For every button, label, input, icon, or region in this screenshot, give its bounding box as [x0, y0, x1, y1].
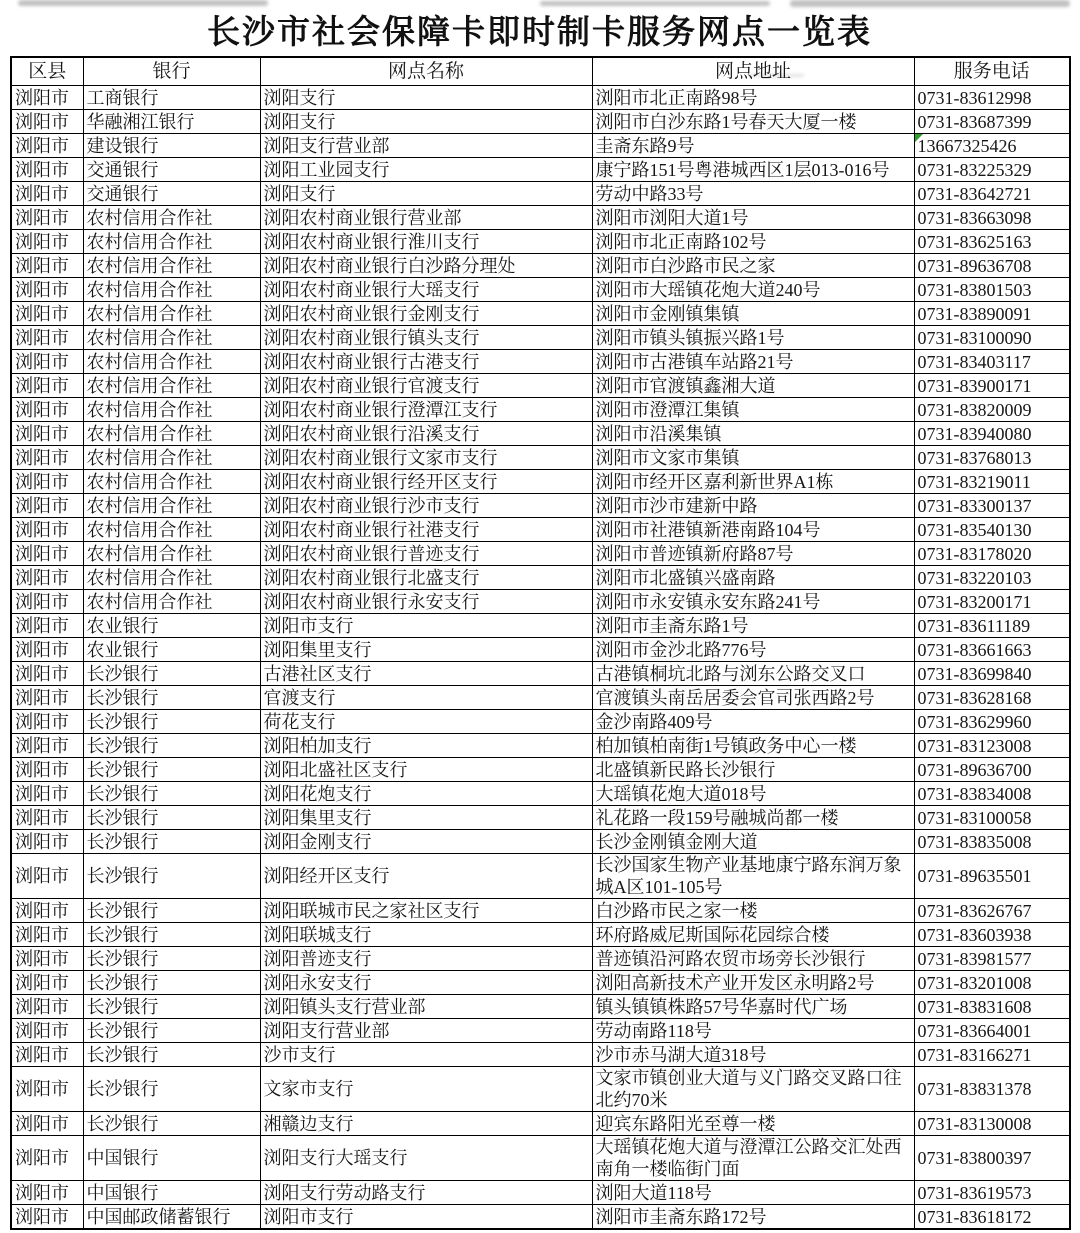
cell-branch: 浏阳农村商业银行社港支行 — [260, 518, 592, 542]
table-row — [11, 1043, 1070, 1067]
cell-branch: 浏阳支行大瑶支行 — [260, 1136, 592, 1181]
cell-branch: 浏阳农村商业银行北盛支行 — [260, 566, 592, 590]
cell-branch: 浏阳北盛社区支行 — [260, 758, 592, 782]
cell-branch: 浏阳支行劳动路支行 — [260, 1181, 592, 1205]
cell-district: 浏阳市 — [11, 806, 83, 830]
cell-bank: 农村信用合作社 — [83, 590, 260, 614]
cell-district: 浏阳市 — [11, 374, 83, 398]
table-row — [11, 971, 1070, 995]
cell-phone: 13667325426 — [914, 134, 1070, 158]
cell-address: 劳动南路118号 — [592, 1019, 914, 1043]
cell-branch: 浏阳花炮支行 — [260, 782, 592, 806]
cell-phone: 0731-89636708 — [914, 254, 1070, 278]
cell-district: 浏阳市 — [11, 350, 83, 374]
cell-branch: 浏阳农村商业银行古港支行 — [260, 350, 592, 374]
cell-address: 浏阳市沿溪集镇 — [592, 422, 914, 446]
cell-bank: 华融湘江银行 — [83, 110, 260, 134]
cell-bank: 农村信用合作社 — [83, 254, 260, 278]
cell-bank: 长沙银行 — [83, 662, 260, 686]
table-row — [11, 494, 1070, 518]
cell-bank: 农村信用合作社 — [83, 302, 260, 326]
cell-branch: 沙市支行 — [260, 1043, 592, 1067]
cell-district: 浏阳市 — [11, 614, 83, 638]
table-row — [11, 590, 1070, 614]
cell-district: 浏阳市 — [11, 1181, 83, 1205]
cell-branch: 浏阳农村商业银行官渡支行 — [260, 374, 592, 398]
cell-phone: 0731-83611189 — [914, 614, 1070, 638]
cell-phone: 0731-83403117 — [914, 350, 1070, 374]
cell-district: 浏阳市 — [11, 662, 83, 686]
table-row — [11, 1136, 1070, 1181]
cell-address: 浏阳高新技术产业开发区永明路2号 — [592, 971, 914, 995]
table-row — [11, 854, 1070, 899]
cell-phone: 0731-83123008 — [914, 734, 1070, 758]
cell-branch: 浏阳镇头支行营业部 — [260, 995, 592, 1019]
table-row — [11, 302, 1070, 326]
cell-bank: 长沙银行 — [83, 923, 260, 947]
cell-branch: 文家市支行 — [260, 1067, 592, 1112]
cell-address: 浏阳市金刚镇集镇 — [592, 302, 914, 326]
cell-phone: 0731-83619573 — [914, 1181, 1070, 1205]
cell-address: 官渡镇头南岳居委会官司张西路2号 — [592, 686, 914, 710]
cell-phone: 0731-83831378 — [914, 1067, 1070, 1112]
cell-address: 浏阳市浏阳大道1号 — [592, 206, 914, 230]
cell-branch: 湘赣边支行 — [260, 1112, 592, 1136]
cell-address: 浏阳市澄潭江集镇 — [592, 398, 914, 422]
cell-district: 浏阳市 — [11, 686, 83, 710]
cell-district: 浏阳市 — [11, 566, 83, 590]
table-row — [11, 470, 1070, 494]
cell-address: 浏阳市北正南路98号 — [592, 86, 914, 110]
cell-address: 环府路威尼斯国际花园综合楼 — [592, 923, 914, 947]
cell-address: 普迹镇沿河路农贸市场旁长沙银行 — [592, 947, 914, 971]
table-row — [11, 182, 1070, 206]
table-row — [11, 995, 1070, 1019]
cell-district: 浏阳市 — [11, 110, 83, 134]
cell-bank: 长沙银行 — [83, 734, 260, 758]
cell-district: 浏阳市 — [11, 302, 83, 326]
cell-bank: 农村信用合作社 — [83, 542, 260, 566]
table-row — [11, 686, 1070, 710]
cell-branch: 浏阳经开区支行 — [260, 854, 592, 899]
cell-phone: 0731-83178020 — [914, 542, 1070, 566]
table-row — [11, 542, 1070, 566]
table-row — [11, 1067, 1070, 1112]
table-row — [11, 806, 1070, 830]
cell-district: 浏阳市 — [11, 947, 83, 971]
cell-branch: 浏阳工业园支行 — [260, 158, 592, 182]
cell-branch: 浏阳市支行 — [260, 1205, 592, 1230]
cell-branch: 浏阳支行营业部 — [260, 1019, 592, 1043]
cell-address: 浏阳市圭斋东路1号 — [592, 614, 914, 638]
cell-bank: 长沙银行 — [83, 1019, 260, 1043]
cell-district: 浏阳市 — [11, 494, 83, 518]
cell-address: 浏阳市经开区嘉利新世界A1栋 — [592, 470, 914, 494]
cell-branch: 浏阳农村商业银行大瑶支行 — [260, 278, 592, 302]
cell-district: 浏阳市 — [11, 782, 83, 806]
column-header-3: 网点地址 — [592, 57, 914, 86]
cell-phone: 0731-83800397 — [914, 1136, 1070, 1181]
cell-bank: 农村信用合作社 — [83, 374, 260, 398]
cell-branch: 官渡支行 — [260, 686, 592, 710]
table-row — [11, 158, 1070, 182]
cell-bank: 长沙银行 — [83, 1112, 260, 1136]
cell-bank: 农村信用合作社 — [83, 206, 260, 230]
table-row — [11, 614, 1070, 638]
cell-branch: 浏阳支行 — [260, 86, 592, 110]
cell-bank: 农业银行 — [83, 638, 260, 662]
cell-bank: 长沙银行 — [83, 854, 260, 899]
cell-phone: 0731-83768013 — [914, 446, 1070, 470]
table-row — [11, 254, 1070, 278]
table-row — [11, 350, 1070, 374]
column-header-0: 区县 — [11, 57, 83, 86]
cell-bank: 农村信用合作社 — [83, 422, 260, 446]
cell-phone: 0731-89635501 — [914, 854, 1070, 899]
cell-address: 圭斋东路9号 — [592, 134, 914, 158]
cell-bank: 长沙银行 — [83, 899, 260, 923]
table-row — [11, 230, 1070, 254]
table-row — [11, 1019, 1070, 1043]
cell-phone: 0731-83100058 — [914, 806, 1070, 830]
cell-bank: 长沙银行 — [83, 947, 260, 971]
table-body — [11, 86, 1070, 1230]
cell-phone: 0731-83225329 — [914, 158, 1070, 182]
cell-district: 浏阳市 — [11, 710, 83, 734]
cell-district: 浏阳市 — [11, 590, 83, 614]
cell-district: 浏阳市 — [11, 254, 83, 278]
cell-branch: 古港社区支行 — [260, 662, 592, 686]
table-row — [11, 1112, 1070, 1136]
cell-phone: 0731-83664001 — [914, 1019, 1070, 1043]
cell-address: 浏阳市普迹镇新府路87号 — [592, 542, 914, 566]
cell-address: 浏阳市圭斋东路172号 — [592, 1205, 914, 1230]
table-row — [11, 734, 1070, 758]
cell-bank: 农村信用合作社 — [83, 494, 260, 518]
cell-branch: 浏阳农村商业银行沿溪支行 — [260, 422, 592, 446]
cell-district: 浏阳市 — [11, 326, 83, 350]
cell-phone: 0731-83900171 — [914, 374, 1070, 398]
cell-district: 浏阳市 — [11, 1067, 83, 1112]
table-row — [11, 947, 1070, 971]
table-row — [11, 134, 1070, 158]
cell-branch: 荷花支行 — [260, 710, 592, 734]
cell-phone: 0731-83661663 — [914, 638, 1070, 662]
cell-bank: 中国邮政储蓄银行 — [83, 1205, 260, 1230]
cell-branch: 浏阳联城支行 — [260, 923, 592, 947]
cell-address: 浏阳市北盛镇兴盛南路 — [592, 566, 914, 590]
table-row — [11, 638, 1070, 662]
cell-district: 浏阳市 — [11, 278, 83, 302]
cell-branch: 浏阳集里支行 — [260, 638, 592, 662]
cell-bank: 长沙银行 — [83, 995, 260, 1019]
cell-branch: 浏阳农村商业银行沙市支行 — [260, 494, 592, 518]
cell-phone: 0731-83200171 — [914, 590, 1070, 614]
cell-bank: 长沙银行 — [83, 971, 260, 995]
table-row — [11, 518, 1070, 542]
cell-corner-marker — [915, 134, 923, 142]
column-header-4: 服务电话 — [914, 57, 1070, 86]
cell-phone: 0731-83642721 — [914, 182, 1070, 206]
cell-district: 浏阳市 — [11, 182, 83, 206]
cell-bank: 长沙银行 — [83, 806, 260, 830]
cell-bank: 农村信用合作社 — [83, 470, 260, 494]
cell-address: 柏加镇柏南街1号镇政务中心一楼 — [592, 734, 914, 758]
table-row — [11, 710, 1070, 734]
cell-bank: 长沙银行 — [83, 686, 260, 710]
cell-bank: 农村信用合作社 — [83, 278, 260, 302]
cell-address: 礼花路一段159号融城尚都一楼 — [592, 806, 914, 830]
cell-address: 浏阳市金沙北路776号 — [592, 638, 914, 662]
cell-address: 浏阳市古港镇车站路21号 — [592, 350, 914, 374]
cell-phone: 0731-83100090 — [914, 326, 1070, 350]
cell-bank: 农村信用合作社 — [83, 518, 260, 542]
cell-district: 浏阳市 — [11, 758, 83, 782]
cell-district: 浏阳市 — [11, 86, 83, 110]
cell-bank: 交通银行 — [83, 158, 260, 182]
cell-district: 浏阳市 — [11, 734, 83, 758]
table-row — [11, 662, 1070, 686]
cell-phone: 0731-83618172 — [914, 1205, 1070, 1230]
cell-district: 浏阳市 — [11, 230, 83, 254]
table-row — [11, 326, 1070, 350]
table-header — [11, 57, 1070, 86]
cell-phone: 0731-83219011 — [914, 470, 1070, 494]
cell-address: 白沙路市民之家一楼 — [592, 899, 914, 923]
cell-district: 浏阳市 — [11, 1043, 83, 1067]
table-row — [11, 758, 1070, 782]
cell-district: 浏阳市 — [11, 422, 83, 446]
cell-branch: 浏阳支行 — [260, 110, 592, 134]
cell-phone: 0731-83201008 — [914, 971, 1070, 995]
cell-district: 浏阳市 — [11, 1019, 83, 1043]
cell-phone: 0731-83625163 — [914, 230, 1070, 254]
cell-branch: 浏阳农村商业银行普迹支行 — [260, 542, 592, 566]
cell-district: 浏阳市 — [11, 854, 83, 899]
cell-phone: 0731-83220103 — [914, 566, 1070, 590]
cell-bank: 农村信用合作社 — [83, 398, 260, 422]
cell-phone: 0731-83628168 — [914, 686, 1070, 710]
cell-address: 浏阳市文家市集镇 — [592, 446, 914, 470]
cell-branch: 浏阳农村商业银行淮川支行 — [260, 230, 592, 254]
cell-phone: 0731-83940080 — [914, 422, 1070, 446]
table-row — [11, 110, 1070, 134]
cell-bank: 工商银行 — [83, 86, 260, 110]
cell-branch: 浏阳农村商业银行经开区支行 — [260, 470, 592, 494]
cell-phone: 0731-83629960 — [914, 710, 1070, 734]
cell-district: 浏阳市 — [11, 830, 83, 854]
cell-address: 浏阳市白沙路市民之家 — [592, 254, 914, 278]
cell-phone: 0731-83540130 — [914, 518, 1070, 542]
table-row — [11, 1205, 1070, 1230]
table-row — [11, 446, 1070, 470]
scan-artifact — [540, 1, 770, 6]
cell-branch: 浏阳金刚支行 — [260, 830, 592, 854]
cell-bank: 中国银行 — [83, 1181, 260, 1205]
cell-district: 浏阳市 — [11, 923, 83, 947]
cell-address: 大瑶镇花炮大道018号 — [592, 782, 914, 806]
cell-phone: 0731-83687399 — [914, 110, 1070, 134]
cell-bank: 农村信用合作社 — [83, 326, 260, 350]
cell-branch: 浏阳农村商业银行澄潭江支行 — [260, 398, 592, 422]
cell-district: 浏阳市 — [11, 1112, 83, 1136]
cell-branch: 浏阳联城市民之家社区支行 — [260, 899, 592, 923]
cell-address: 浏阳市北正南路102号 — [592, 230, 914, 254]
cell-branch: 浏阳农村商业银行金刚支行 — [260, 302, 592, 326]
scan-artifact — [18, 0, 268, 6]
cell-branch: 浏阳集里支行 — [260, 806, 592, 830]
cell-address: 浏阳市官渡镇鑫湘大道 — [592, 374, 914, 398]
cell-phone: 0731-83835008 — [914, 830, 1070, 854]
table-row — [11, 86, 1070, 110]
cell-address: 镇头镇镇株路57号华嘉时代广场 — [592, 995, 914, 1019]
table-row — [11, 782, 1070, 806]
column-header-2: 网点名称 — [260, 57, 592, 86]
cell-bank: 长沙银行 — [83, 1043, 260, 1067]
cell-phone: 0731-89636700 — [914, 758, 1070, 782]
page-title: 长沙市社会保障卡即时制卡服务网点一览表 — [207, 15, 872, 51]
cell-bank: 长沙银行 — [83, 758, 260, 782]
cell-phone: 0731-83890091 — [914, 302, 1070, 326]
table-row — [11, 206, 1070, 230]
cell-address: 大瑶镇花炮大道与澄潭江公路交汇处西南角一楼临街门面 — [592, 1136, 914, 1181]
cell-district: 浏阳市 — [11, 995, 83, 1019]
cell-district: 浏阳市 — [11, 1136, 83, 1181]
cell-bank: 长沙银行 — [83, 1067, 260, 1112]
cell-address: 浏阳大道118号 — [592, 1181, 914, 1205]
cell-branch: 浏阳永安支行 — [260, 971, 592, 995]
cell-phone: 0731-83626767 — [914, 899, 1070, 923]
cell-branch: 浏阳市支行 — [260, 614, 592, 638]
cell-address: 浏阳市白沙东路1号春天大厦一楼 — [592, 110, 914, 134]
table-row — [11, 398, 1070, 422]
table-row — [11, 899, 1070, 923]
cell-branch: 浏阳柏加支行 — [260, 734, 592, 758]
cell-bank: 长沙银行 — [83, 710, 260, 734]
cell-phone: 0731-83834008 — [914, 782, 1070, 806]
cell-address: 浏阳市永安镇永安东路241号 — [592, 590, 914, 614]
cell-branch: 浏阳农村商业银行营业部 — [260, 206, 592, 230]
cell-district: 浏阳市 — [11, 1205, 83, 1230]
cell-phone: 0731-83300137 — [914, 494, 1070, 518]
cell-bank: 农村信用合作社 — [83, 350, 260, 374]
cell-phone: 0731-83603938 — [914, 923, 1070, 947]
cell-bank: 中国银行 — [83, 1136, 260, 1181]
document-page — [10, 10, 1069, 1230]
table-row — [11, 278, 1070, 302]
cell-phone: 0731-83820009 — [914, 398, 1070, 422]
cell-address: 迎宾东路阳光至尊一楼 — [592, 1112, 914, 1136]
cell-branch: 浏阳农村商业银行永安支行 — [260, 590, 592, 614]
cell-bank: 长沙银行 — [83, 830, 260, 854]
cell-branch: 浏阳支行 — [260, 182, 592, 206]
cell-district: 浏阳市 — [11, 638, 83, 662]
cell-bank: 农村信用合作社 — [83, 230, 260, 254]
cell-bank: 交通银行 — [83, 182, 260, 206]
cell-address: 浏阳市大瑶镇花炮大道240号 — [592, 278, 914, 302]
cell-phone: 0731-83831608 — [914, 995, 1070, 1019]
cell-address: 文家市镇创业大道与义门路交叉路口往北约70米 — [592, 1067, 914, 1112]
table-row — [11, 374, 1070, 398]
cell-bank: 长沙银行 — [83, 782, 260, 806]
cell-phone: 0731-83166271 — [914, 1043, 1070, 1067]
table-row — [11, 566, 1070, 590]
cell-phone: 0731-83699840 — [914, 662, 1070, 686]
cell-phone: 0731-83130008 — [914, 1112, 1070, 1136]
service-outlets-table — [10, 56, 1071, 1230]
cell-branch: 浏阳普迹支行 — [260, 947, 592, 971]
cell-bank: 农村信用合作社 — [83, 566, 260, 590]
cell-district: 浏阳市 — [11, 470, 83, 494]
cell-address: 沙市赤马湖大道318号 — [592, 1043, 914, 1067]
cell-phone: 0731-83801503 — [914, 278, 1070, 302]
cell-bank: 建设银行 — [83, 134, 260, 158]
cell-address: 北盛镇新民路长沙银行 — [592, 758, 914, 782]
cell-district: 浏阳市 — [11, 899, 83, 923]
cell-bank: 农村信用合作社 — [83, 446, 260, 470]
cell-district: 浏阳市 — [11, 158, 83, 182]
table-row — [11, 923, 1070, 947]
cell-branch: 浏阳支行营业部 — [260, 134, 592, 158]
cell-phone: 0731-83663098 — [914, 206, 1070, 230]
cell-address: 浏阳市社港镇新港南路104号 — [592, 518, 914, 542]
cell-address: 古港镇桐坑北路与浏东公路交叉口 — [592, 662, 914, 686]
header-row — [11, 57, 1070, 86]
cell-district: 浏阳市 — [11, 398, 83, 422]
cell-branch: 浏阳农村商业银行文家市支行 — [260, 446, 592, 470]
cell-phone: 0731-83981577 — [914, 947, 1070, 971]
cell-bank: 农业银行 — [83, 614, 260, 638]
cell-address: 金沙南路409号 — [592, 710, 914, 734]
cell-address: 浏阳市镇头镇振兴路1号 — [592, 326, 914, 350]
column-header-1: 银行 — [83, 57, 260, 86]
cell-address: 长沙金刚镇金刚大道 — [592, 830, 914, 854]
table-row — [11, 1181, 1070, 1205]
cell-district: 浏阳市 — [11, 206, 83, 230]
cell-district: 浏阳市 — [11, 518, 83, 542]
scan-artifact — [790, 0, 1070, 7]
cell-district: 浏阳市 — [11, 542, 83, 566]
cell-address: 劳动中路33号 — [592, 182, 914, 206]
cell-district: 浏阳市 — [11, 134, 83, 158]
cell-address: 康宁路151号粤港城西区1层013-016号 — [592, 158, 914, 182]
cell-branch: 浏阳农村商业银行镇头支行 — [260, 326, 592, 350]
table-row — [11, 422, 1070, 446]
cell-address: 长沙国家生物产业基地康宁路东润万象城A区101-105号 — [592, 854, 914, 899]
cell-district: 浏阳市 — [11, 446, 83, 470]
cell-address: 浏阳市沙市建新中路 — [592, 494, 914, 518]
cell-branch: 浏阳农村商业银行白沙路分理处 — [260, 254, 592, 278]
cell-district: 浏阳市 — [11, 971, 83, 995]
table-row — [11, 830, 1070, 854]
cell-phone: 0731-83612998 — [914, 86, 1070, 110]
